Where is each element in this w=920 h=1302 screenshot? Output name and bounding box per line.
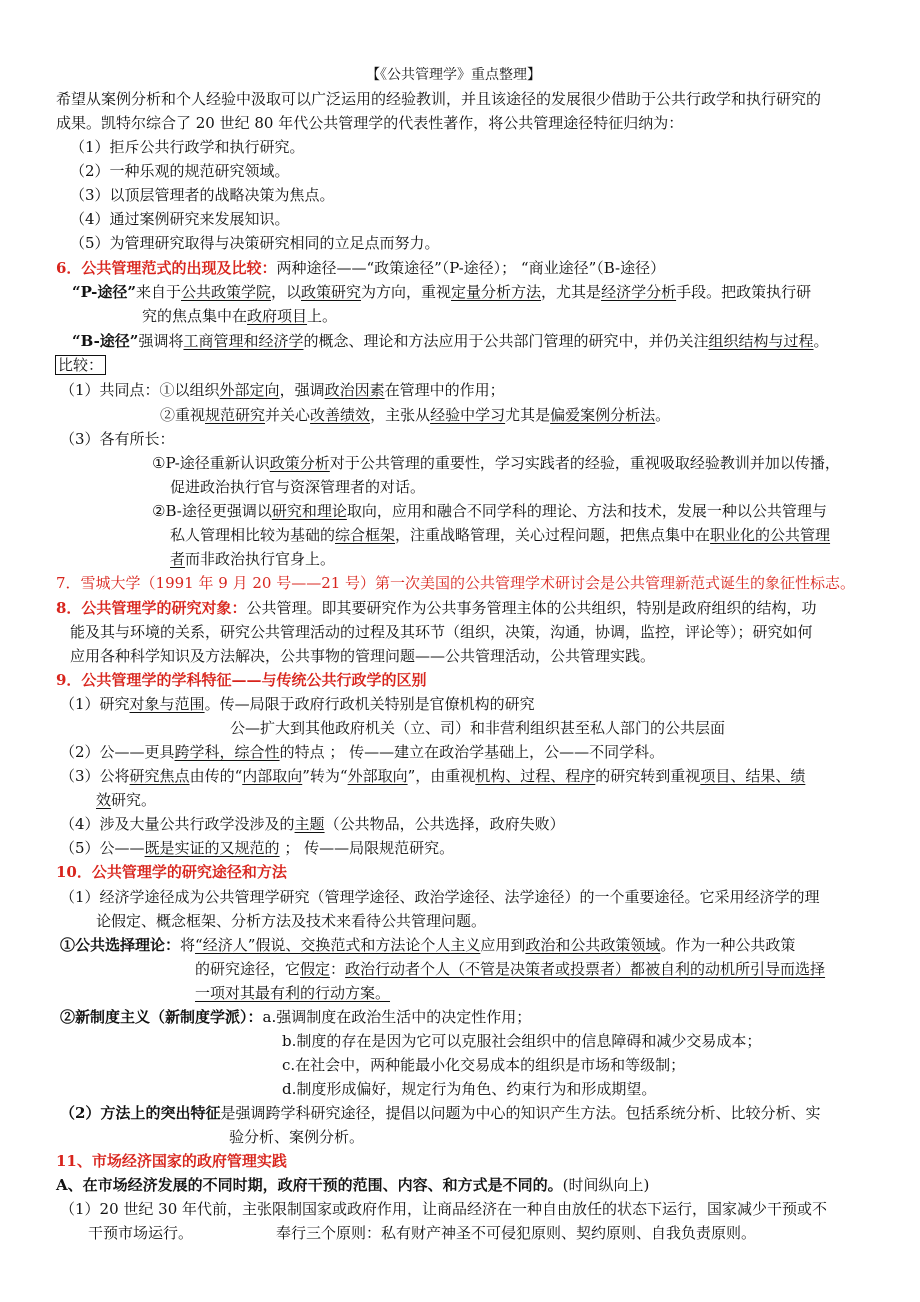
list-item: （1）拒斥公共行政学和执行研究。 [70, 138, 305, 156]
method-feature-line: （2）方法上的突出特征是强调跨学科研究途径，提倡以问题为中心的知识产生方法。包括系统分析、比较分析、实 [60, 1104, 821, 1122]
practice-line: 干预市场运行。 [88, 1224, 194, 1242]
feature-line: 公—扩大到其他政府机关（立、司）和非营利组织甚至私人部门的公共层面 [230, 719, 726, 737]
section-6-heading: 6．公共管理范式的出现及比较：两种途径——“政策途径”（P-途径）； “商业途径”（B-途径） [56, 259, 666, 277]
section-heading: 8．公共管理学的研究对象： [56, 599, 247, 617]
section-heading: 9．公共管理学的学科特征——与传统公共行政学的区别 [56, 671, 427, 689]
list-item: （4）通过案例研究来发展知识。 [70, 210, 290, 228]
section-heading: 10．公共管理学的研究途径和方法 [56, 863, 287, 881]
method-line: （1）经济学途径成为公共管理学研究（管理学途径、政治学途径、法学途径）的一个重要途径。它采用经济学的理 [60, 888, 820, 906]
feature-line: 效研究。 [96, 791, 157, 809]
practice-line: 奉行三个原则：私有财产神圣不可侵犯原则、契约原则、自我负责原则。 [276, 1224, 757, 1242]
compare-label: 比较： [55, 354, 106, 376]
new-institutionalism-line: ②新制度主义（新制度学派）：a.强调制度在政治生活中的决定性作用； [60, 1008, 532, 1026]
list-item: （5）为管理研究取得与决策研究相同的立足点而努力。 [70, 234, 440, 252]
section-7-text: 7．雪城大学（1991 年 9 月 20 号——21 号）第一次美国的公共管理学术研讨会是公共管理新范式诞生的象征性标志。 [56, 574, 856, 592]
section-8-line: 能及其与环境的关系，研究公共管理活动的过程及其环节（组织，决策，沟通，协调，监控，评论等）；研究如何 [70, 623, 813, 641]
strengths-line: ②B-途径更强调以研究和理论取向，应用和融合不同学科的理论、方法和技术，发展一种以公共管理与 [152, 502, 827, 520]
practice-line: （1）20 世纪 30 年代前，主张限制国家或政府作用，让商品经济在一种自由放任的状态下运行，国家减少干预或不 [60, 1200, 828, 1218]
p-approach-line: 究的焦点集中在政府项目上。 [142, 307, 338, 325]
new-institutionalism-line: b.制度的存在是因为它可以克服社会组织中的信息障碍和减少交易成本； [282, 1032, 762, 1050]
list-item: （2）一种乐观的规范研究领域。 [70, 162, 290, 180]
common-points-line: ②重视规范研究并关心改善绩效，主张从经验中学习尤其是偏爱案例分析法。 [160, 406, 671, 424]
strengths-line: ①P-途径重新认识政策分析对于公共管理的重要性，学习实践者的经验，重视吸取经验教训并加以传播， [152, 454, 840, 472]
section-8-line: 8．公共管理学的研究对象：公共管理。即其要研究作为公共事务管理主体的公共组织，特别是政府组织的结构，功 [56, 599, 817, 617]
feature-line: （5）公——既是实证的又规范的 ； 传——局限规范研究。 [60, 839, 455, 857]
new-institutionalism-line: d.制度形成偏好，规定行为角色、约束行为和形成期望。 [282, 1080, 657, 1098]
section-heading: 6．公共管理范式的出现及比较： [56, 259, 277, 277]
strengths-line: 私人管理相比较为基础的综合框架，注重战略管理，关心过程问题，把焦点集中在职业化的公共管理 [170, 526, 831, 544]
list-item: （3）以顶层管理者的战略决策为焦点。 [70, 186, 335, 204]
public-choice-line: ①公共选择理论：将“经济人”假说、交换范式和方法论个人主义应用到政治和公共政策领域。作为一种公共政策 [60, 936, 796, 954]
feature-line: （3）公将研究焦点由传的“内部取向”转为“外部取向”，由重视机构、过程、程序的研究转到重视项目、结果、绩 [60, 767, 806, 785]
intro-line: 成果。凯特尔综合了 20 世纪 80 年代公共管理学的代表性著作，将公共管理途径特征归纳为： [56, 114, 684, 132]
strengths-label: （3）各有所长： [60, 430, 175, 448]
p-approach-line: “P-途径”来自于公共政策学院，以政策研究为方向，重视定量分析方法，尤其是经济学分析手段。把政策执行研 [72, 283, 812, 301]
method-line: 论假定、概念框架、分析方法及技术来看待公共管理问题。 [96, 912, 487, 930]
method-feature-line: 验分析、案例分析。 [229, 1128, 365, 1146]
sub-heading-a: A、在市场经济发展的不同时期，政府干预的范围、内容、和方式是不同的。(时间纵向上) [56, 1176, 650, 1194]
feature-line: （1）研究对象与范围。传—局限于政府行政机关特别是官僚机构的研究 [60, 695, 535, 713]
feature-line: （4）涉及大量公共行政学没涉及的主题（公共物品，公共选择，政府失败） [60, 815, 565, 833]
intro-line: 希望从案例分析和个人经验中汲取可以广泛运用的经验教训，并且该途径的发展很少借助于公共行政学和执行研究的 [56, 90, 822, 108]
common-points-line: （1）共同点：①以组织外部定向，强调政治因素在管理中的作用； [60, 381, 505, 399]
strengths-line: 者而非政治执行官身上。 [170, 550, 336, 568]
public-choice-line: 一项对其最有利的行动方案。 [195, 984, 391, 1002]
new-institutionalism-line: c.在社会中，两种能最小化交易成本的组织是市场和等级制； [282, 1056, 686, 1074]
strengths-line: 促进政治执行官与资深管理者的对话。 [170, 478, 426, 496]
feature-line: （2）公——更具跨学科，综合性的特点 ； 传——建立在政治学基础上，公——不同学科。 [60, 743, 665, 761]
page-title: 【《公共管理学》重点整理】 [366, 67, 541, 83]
section-8-line: 应用各种科学知识及方法解决，公共事物的管理问题——公共管理活动，公共管理实践。 [70, 647, 656, 665]
section-heading: 11、市场经济国家的政府管理实践 [56, 1152, 287, 1170]
b-approach-line: “B-途径”强调将工商管理和经济学的概念、理论和方法应用于公共部门管理的研究中，并仍关注组织结构与过程。 [72, 332, 829, 350]
public-choice-line: 的研究途径，它假定：政治行动者个人（不管是决策者或投票者）都被自利的动机所引导而选择 [195, 960, 826, 978]
